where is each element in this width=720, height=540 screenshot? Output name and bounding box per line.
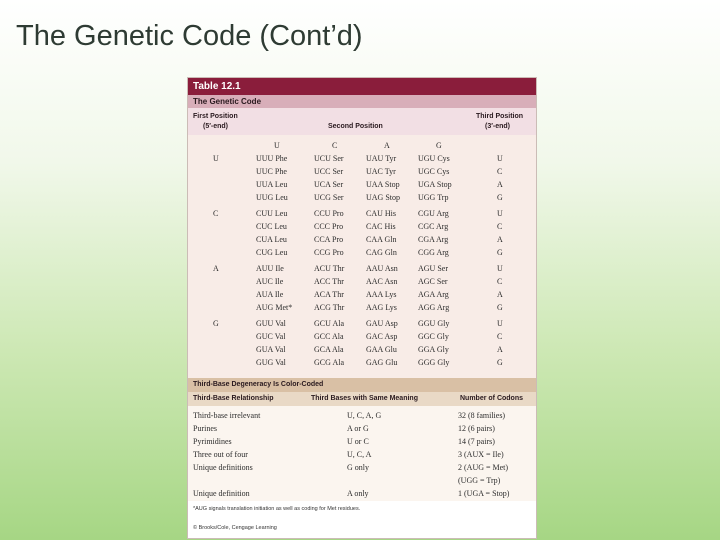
degeneracy-cell: (UGG = Trp) [458, 476, 501, 485]
degeneracy-cell: Unique definitions [193, 463, 253, 472]
figure-footer [188, 501, 536, 539]
codon-cell: GCA Ala [314, 345, 344, 354]
codon-cell: GUC Val [256, 332, 286, 341]
codon-cell: CCC Pro [314, 222, 344, 231]
codon-cell: UAC Tyr [366, 167, 396, 176]
degeneracy-cell: 14 (7 pairs) [458, 437, 495, 446]
degeneracy-cell: Three out of four [193, 450, 248, 459]
codon-cell: CUG Leu [256, 248, 288, 257]
codon-cell: GAC Asp [366, 332, 398, 341]
degeneracy-cell: 12 (6 pairs) [458, 424, 495, 433]
table-subtitle: The Genetic Code [188, 95, 536, 108]
degeneracy-title: Third-Base Degeneracy Is Color-Coded [188, 378, 536, 392]
codon-cell: AAG Lys [366, 303, 397, 312]
third-base-label: C [497, 277, 503, 286]
codon-cell: AAC Asn [366, 277, 398, 286]
codon-cell: UUA Leu [256, 180, 288, 189]
codon-cell: ACU Thr [314, 264, 345, 273]
codon-cell: CGU Arg [418, 209, 449, 218]
third-base-label: A [497, 345, 503, 354]
third-base-label: G [497, 303, 503, 312]
second-base-header: G [436, 141, 442, 150]
codon-cell: GCU Ala [314, 319, 344, 328]
third-base-label: U [497, 319, 503, 328]
first-position-label: First Position [193, 113, 238, 120]
codon-cell: AGC Ser [418, 277, 448, 286]
codon-cell: AAU Asn [366, 264, 398, 273]
codon-cell: AGU Ser [418, 264, 448, 273]
codon-cell: CUC Leu [256, 222, 287, 231]
degeneracy-cell: U, C, A, G [347, 411, 382, 420]
degeneracy-cell: Third-base irrelevant [193, 411, 261, 420]
codon-cell: UGC Cys [418, 167, 450, 176]
codon-cell: GCC Ala [314, 332, 344, 341]
codon-cell: UCG Ser [314, 193, 344, 202]
codon-cell: UCC Ser [314, 167, 344, 176]
table-label: Table 12.1 [188, 78, 536, 95]
codon-cell: CUU Leu [256, 209, 288, 218]
degeneracy-cell: U, C, A [347, 450, 372, 459]
third-base-label: U [497, 209, 503, 218]
codon-cell: GAU Asp [366, 319, 398, 328]
codon-cell: UUC Phe [256, 167, 287, 176]
codon-cell: CGC Arg [418, 222, 449, 231]
codon-cell: GGC Gly [418, 332, 449, 341]
third-base-label: A [497, 290, 503, 299]
codon-cell: ACA Thr [314, 290, 344, 299]
codon-cell: UGG Trp [418, 193, 449, 202]
second-position-label: Second Position [328, 123, 383, 130]
codon-cell: UUU Phe [256, 154, 288, 163]
codon-cell: UCU Ser [314, 154, 344, 163]
codon-cell: AUU Ile [256, 264, 284, 273]
third-base-label: G [497, 358, 503, 367]
credit: © Brooks/Cole, Cengage Learning [193, 525, 277, 531]
degeneracy-table-body [188, 406, 536, 501]
degeneracy-cell: A or G [347, 424, 369, 433]
third-position-label: Third Position [476, 113, 524, 120]
codon-cell: AGG Arg [418, 303, 450, 312]
degeneracy-header-row [188, 392, 536, 406]
codon-cell: CUA Leu [256, 235, 287, 244]
codon-cell: AUA Ile [256, 290, 284, 299]
degeneracy-cell: 2 (AUG = Met) [458, 463, 509, 472]
degeneracy-cell: Purines [193, 424, 217, 433]
codon-cell: CAU His [366, 209, 397, 218]
footnote: *AUG signals translation initiation as well as coding for Met residues. [193, 506, 361, 512]
degeneracy-header-codons: Number of Codons [460, 395, 523, 402]
degeneracy-cell: 32 (8 families) [458, 411, 506, 420]
third-base-label: G [497, 248, 503, 257]
codon-cell: GCG Ala [314, 358, 344, 367]
third-base-label: U [497, 154, 503, 163]
third-base-label: C [497, 332, 503, 341]
degeneracy-header-bases: Third Bases with Same Meaning [311, 395, 418, 402]
degeneracy-cell: A only [347, 489, 369, 498]
slide-title: The Genetic Code (Cont’d) [16, 20, 363, 52]
codon-cell: AGA Arg [418, 290, 449, 299]
third-base-label: A [497, 235, 503, 244]
first-position-sub: (5′-end) [203, 123, 229, 130]
third-base-label: A [497, 180, 503, 189]
codon-cell: GAA Glu [366, 345, 397, 354]
codon-cell: GGG Gly [418, 358, 450, 367]
first-base-label: U [213, 154, 219, 163]
codon-cell: CAG Gln [366, 248, 397, 257]
codon-cell: CCU Pro [314, 209, 344, 218]
codon-cell: GUU Val [256, 319, 286, 328]
first-base-label: C [213, 209, 219, 218]
third-position-sub: (3′-end) [485, 123, 511, 130]
degeneracy-cell: 3 (AUX = Ile) [458, 450, 504, 459]
second-base-header: C [332, 141, 338, 150]
codon-cell: GGA Gly [418, 345, 449, 354]
third-base-label: C [497, 167, 503, 176]
codon-cell: AUC Ile [256, 277, 284, 286]
degeneracy-cell: Pyrimidines [193, 437, 232, 446]
codon-cell: CCA Pro [314, 235, 344, 244]
degeneracy-cell: U or C [347, 437, 369, 446]
genetic-code-table-figure [187, 77, 537, 539]
codon-grid [188, 135, 536, 378]
degeneracy-cell: Unique definition [193, 489, 250, 498]
codon-cell: CGA Arg [418, 235, 449, 244]
codon-cell: UAG Stop [366, 193, 401, 202]
codon-cell: UUG Leu [256, 193, 288, 202]
third-base-label: G [497, 193, 503, 202]
codon-cell: UCA Ser [314, 180, 344, 189]
codon-cell: CCG Pro [314, 248, 344, 257]
codon-cell: CAA Gln [366, 235, 397, 244]
codon-cell: UAA Stop [366, 180, 400, 189]
position-header-row [188, 108, 536, 135]
codon-cell: GUA Val [256, 345, 286, 354]
second-base-header: A [384, 141, 390, 150]
codon-cell: GAG Glu [366, 358, 398, 367]
codon-cell: ACG Thr [314, 303, 345, 312]
degeneracy-header-relationship: Third-Base Relationship [193, 395, 274, 402]
codon-cell: AAA Lys [366, 290, 397, 299]
codon-cell: UGU Cys [418, 154, 450, 163]
third-base-label: U [497, 264, 503, 273]
codon-cell: CAC His [366, 222, 396, 231]
codon-cell: GGU Gly [418, 319, 450, 328]
first-base-label: G [213, 319, 219, 328]
codon-cell: CGG Arg [418, 248, 449, 257]
codon-cell: GUG Val [256, 358, 286, 367]
codon-cell: AUG Met* [256, 303, 293, 312]
codon-cell: ACC Thr [314, 277, 344, 286]
second-base-header: U [274, 141, 280, 150]
third-base-label: C [497, 222, 503, 231]
degeneracy-cell: G only [347, 463, 369, 472]
codon-cell: UGA Stop [418, 180, 452, 189]
degeneracy-cell: 1 (UGA = Stop) [458, 489, 510, 498]
codon-cell: UAU Tyr [366, 154, 397, 163]
first-base-label: A [213, 264, 219, 273]
